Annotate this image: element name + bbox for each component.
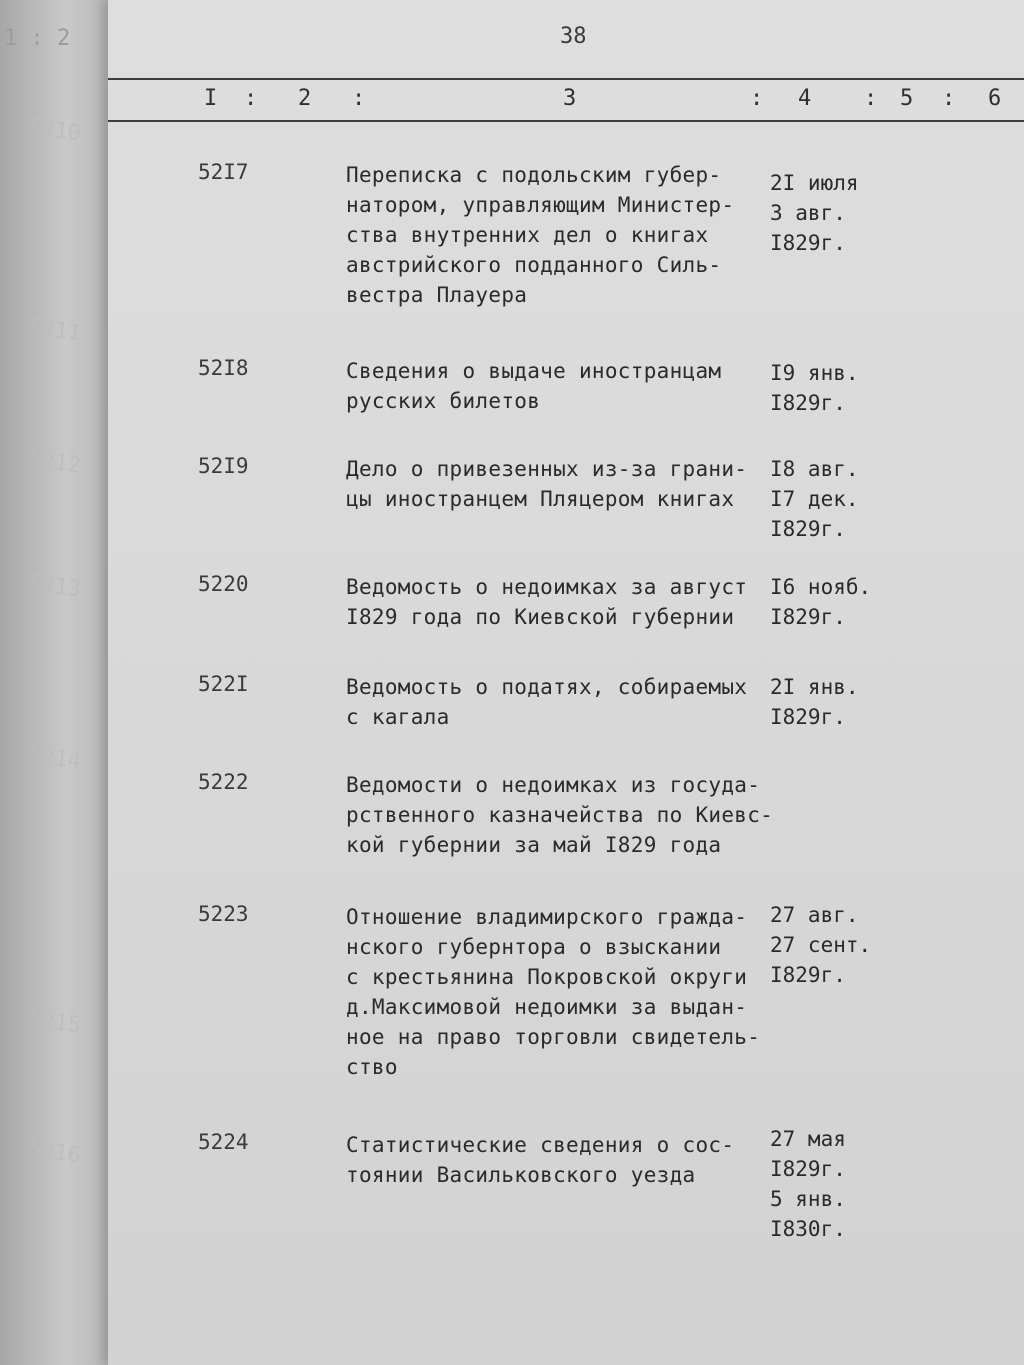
column-separator: : <box>352 86 366 111</box>
column-header-5: 5 <box>900 86 914 111</box>
entry-dates: I8 авг. I7 дек. I829г. <box>770 457 859 541</box>
previous-page-number: 5210 <box>26 114 83 147</box>
previous-page-number: 5211 <box>26 314 83 347</box>
entry-description: Ведомость о податях, собираемых с кагала <box>346 675 748 729</box>
entry-description: Сведения о выдаче иностранцам русских билетов <box>346 359 722 413</box>
entry-description: Дело о привезенных из-за грани- цы иностранцем Пляцером книгах <box>346 457 748 511</box>
column-separator: : <box>942 86 956 111</box>
previous-page-header: 1 : 2 <box>4 26 71 51</box>
entry-dates: 27 мая I829г. 5 янв. I830г. <box>770 1127 846 1241</box>
column-header-6: 6 <box>988 86 1002 111</box>
column-separator: : <box>750 86 764 111</box>
entry-dates: 27 авг. 27 сент. I829г. <box>770 903 872 987</box>
entry-number: 52I7 <box>198 160 249 184</box>
previous-page-number: 5212 <box>26 446 83 479</box>
entry-description: Ведомости о недоимках из госуда- рственного казначейства по Киевс- кой губернии за май I829 года <box>346 773 774 857</box>
document-page <box>108 0 1024 1365</box>
entry-dates: I9 янв. I829г. <box>770 361 859 415</box>
column-header-1: I <box>204 86 218 111</box>
entry-description: Ведомость о недоимках за август I829 года по Киевской губернии <box>346 575 748 629</box>
entry-number: 5224 <box>198 1130 249 1154</box>
header-top-rule <box>108 78 1024 80</box>
entry-description: Отношение владимирского гражда- нского губернтора о взыскании с крестьянина Покровской округи д.Максимовой недоимки за выдан- ное на право торговли свидетель- ство <box>346 905 761 1079</box>
entry-number: 52I8 <box>198 356 249 380</box>
previous-page-number: 5213 <box>26 570 83 603</box>
entry-description: Статистические сведения о сос- тоянии Васильковского уезда <box>346 1133 735 1187</box>
entry-number: 52I9 <box>198 454 249 478</box>
previous-page-edge <box>0 0 120 1365</box>
column-header-4: 4 <box>798 86 812 111</box>
entry-dates: I6 нояб. I829г. <box>770 575 872 629</box>
entry-dates: 2I июля 3 авг. I829г. <box>770 171 859 255</box>
column-header-2: 2 <box>298 86 312 111</box>
entry-number: 5222 <box>198 770 249 794</box>
column-separator: : <box>244 86 258 111</box>
entry-number: 522I <box>198 672 249 696</box>
header-bottom-rule <box>108 120 1024 122</box>
entry-number: 5220 <box>198 572 249 596</box>
entry-number: 5223 <box>198 902 249 926</box>
page-number: 38 <box>560 24 587 49</box>
previous-page-number: 5216 <box>26 1136 83 1169</box>
previous-page-number: 5214 <box>26 742 83 775</box>
previous-page-number: 5215 <box>26 1006 83 1039</box>
column-header-3: 3 <box>563 86 577 111</box>
entry-description: Переписка с подольским губер- натором, управляющим Министер- ства внутренних дел о книгах австрийского подданного Силь- вестра Плауера <box>346 163 735 307</box>
entry-dates: 2I янв. I829г. <box>770 675 859 729</box>
column-separator: : <box>864 86 878 111</box>
